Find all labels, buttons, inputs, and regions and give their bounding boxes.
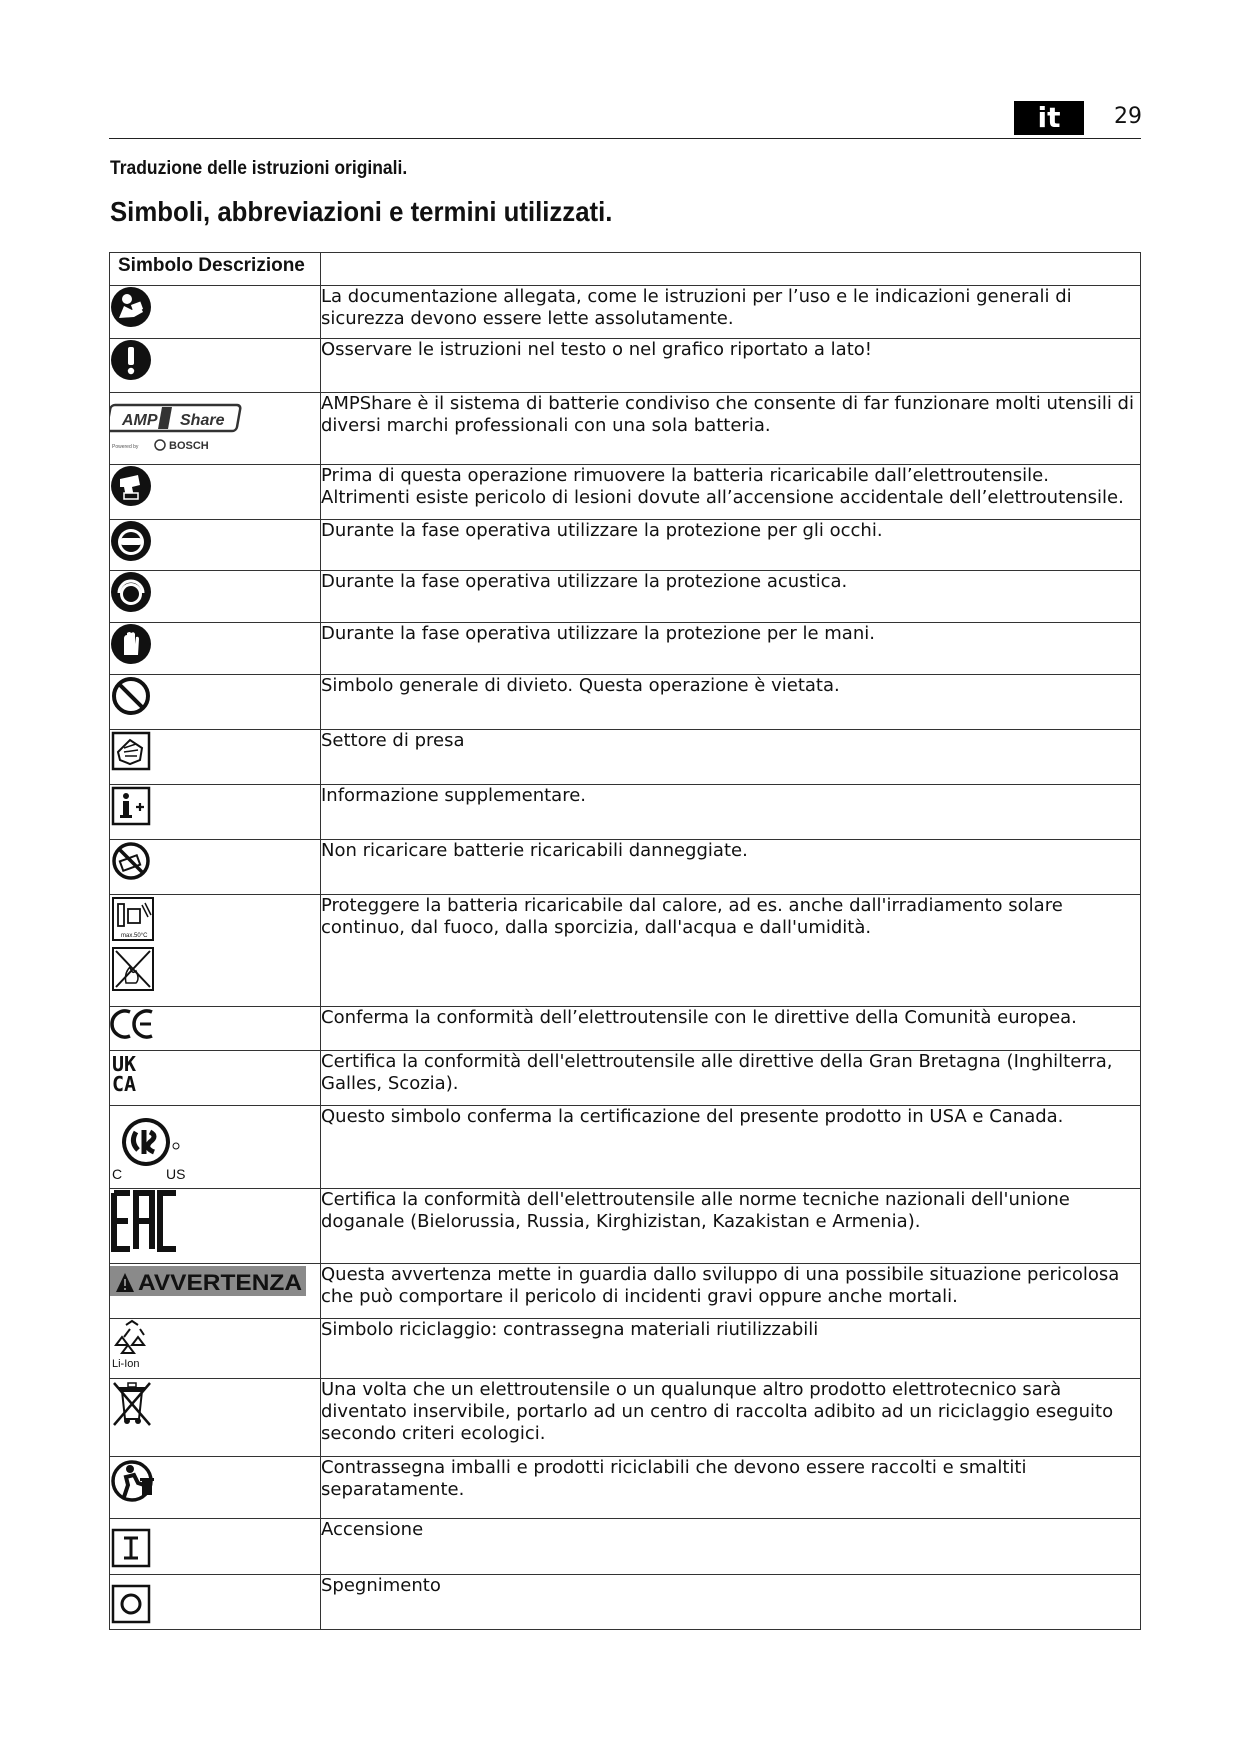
ampshare-logo-icon (110, 393, 250, 453)
table-row (110, 393, 1141, 465)
description-cell: Proteggere la batteria ricaricabile dal calore, ad es. anche dall'irradiamento solare continuo, dal fuoco, dalla sporcizia, dall'acqua e dall'umidità. (321, 895, 1141, 1007)
symbol-cell (110, 1575, 321, 1630)
ear-protection-icon (110, 571, 152, 613)
remove-battery-icon (110, 465, 152, 507)
description-cell: Informazione supplementare. (321, 785, 1141, 840)
table-row (110, 1007, 1141, 1051)
description-cell: Simbolo riciclaggio: contrassegna materiali riutilizzabili (321, 1319, 1141, 1379)
hand-protection-icon (110, 623, 152, 665)
symbol-cell (110, 465, 321, 520)
language-badge: it (1014, 101, 1084, 135)
table-row (110, 675, 1141, 730)
eye-protection-icon (110, 520, 152, 562)
description-cell: Conferma la conformità dell’elettroutensile con le direttive della Comunità europea. (321, 1007, 1141, 1051)
svg-text:CA: CA (112, 1072, 137, 1095)
description-cell: Certifica la conformità dell'elettroutensile alle direttive della Gran Bretagna (Inghilterra, Galles, Scozia). (321, 1051, 1141, 1106)
page-header (109, 100, 1141, 139)
info-plus-icon (110, 785, 152, 827)
table-row (110, 1106, 1141, 1189)
table-row (110, 1319, 1141, 1379)
power-off-icon (110, 1583, 152, 1625)
description-cell: Non ricaricare batterie ricaricabili danneggiate. (321, 840, 1141, 895)
ukca-mark-icon (110, 1051, 150, 1095)
table-row (110, 730, 1141, 785)
table-header-row (110, 253, 1141, 286)
symbol-cell (110, 1457, 321, 1519)
table-row (110, 571, 1141, 623)
svg-text:max.50°C: max.50°C (121, 933, 148, 939)
symbol-cell (110, 1264, 321, 1319)
page-title: Simboli, abbreviazioni e termini utilizzati. (110, 196, 613, 227)
description-cell: Durante la fase operativa utilizzare la protezione per gli occhi. (321, 520, 1141, 571)
description-cell: Spegnimento (321, 1575, 1141, 1630)
table-row (110, 339, 1141, 393)
svg-text:AMP: AMP (122, 412, 158, 429)
table-row (110, 1519, 1141, 1575)
svg-text:AVVERTENZA: AVVERTENZA (138, 1270, 303, 1295)
svg-text:Li-Ion: Li-Ion (112, 1358, 140, 1370)
symbol-cell (110, 895, 321, 1007)
symbol-cell (110, 840, 321, 895)
battery-heat-protection-icon (110, 895, 156, 995)
symbol-cell (110, 1319, 321, 1379)
symbol-cell (110, 1051, 321, 1106)
page-number: 29 (1114, 104, 1142, 129)
table-header-empty (321, 253, 1141, 286)
symbol-cell (110, 286, 321, 339)
symbol-cell (110, 623, 321, 675)
table-row (110, 785, 1141, 840)
symbol-cell (110, 1007, 321, 1051)
table-row (110, 1575, 1141, 1630)
symbol-cell (110, 1379, 321, 1457)
weee-bin-icon (110, 1379, 154, 1427)
table-row (110, 1051, 1141, 1106)
description-cell: Durante la fase operativa utilizzare la protezione per le mani. (321, 623, 1141, 675)
table-row (110, 840, 1141, 895)
symbol-cell (110, 520, 321, 571)
no-charge-damaged-battery-icon (110, 840, 152, 882)
svg-text:C: C (112, 1166, 123, 1182)
symbol-cell (110, 1106, 321, 1189)
description-cell: AMPShare è il sistema di batterie condiviso che consente di far funzionare molti utensili di diversi marchi professionali con una sola batteria. (321, 393, 1141, 465)
recycling-li-ion-icon (110, 1319, 152, 1371)
svg-text:BOSCH: BOSCH (169, 440, 209, 452)
table-row (110, 286, 1141, 339)
symbol-cell (110, 339, 321, 393)
table-row (110, 520, 1141, 571)
symbol-cell (110, 730, 321, 785)
symbol-cell (110, 1519, 321, 1575)
avvertenza-label-icon (110, 1264, 306, 1298)
table-row (110, 1379, 1141, 1457)
symbol-cell (110, 785, 321, 840)
table-row (110, 1189, 1141, 1264)
description-cell: La documentazione allegata, come le istruzioni per l’uso e le indicazioni generali di sicurezza devono essere lette assolutamente. (321, 286, 1141, 339)
table-header-label: Simbolo Descrizione (110, 253, 321, 286)
separate-collection-icon (110, 1457, 158, 1505)
table-row (110, 465, 1141, 520)
translation-note: Traduzione delle istruzioni originali. (110, 158, 408, 179)
read-manual-icon (110, 286, 152, 328)
description-cell: Questo simbolo conferma la certificazione del presente prodotto in USA e Canada. (321, 1106, 1141, 1189)
symbols-table (109, 252, 1141, 1630)
ce-mark-icon (110, 1007, 156, 1041)
symbol-cell (110, 393, 321, 465)
table-row (110, 623, 1141, 675)
warning-exclamation-icon (110, 339, 152, 381)
description-cell: Una volta che un elettroutensile o un qualunque altro prodotto elettrotecnico sarà diventato inservibile, portarlo ad un centro di raccolta adibito ad un riciclaggio eseguito secondo criteri ecologici. (321, 1379, 1141, 1457)
description-cell: Certifica la conformità dell'elettroutensile alle norme tecniche nazionali dell'unione doganale (Bielorussia, Russia, Kirghizistan, Kazakistan e Armenia). (321, 1189, 1141, 1264)
svg-text:UK: UK (112, 1052, 137, 1076)
description-cell: Contrassegna imballi e prodotti riciclabili che devono essere raccolti e smaltiti separatamente. (321, 1457, 1141, 1519)
table-row (110, 1264, 1141, 1319)
description-cell: Questa avvertenza mette in guardia dallo sviluppo di una possibile situazione pericolosa che può comportare il pericolo di incidenti gravi oppure anche mortali. (321, 1264, 1141, 1319)
description-cell: Simbolo generale di divieto. Questa operazione è vietata. (321, 675, 1141, 730)
description-cell: Durante la fase operativa utilizzare la protezione acustica. (321, 571, 1141, 623)
table-row (110, 1457, 1141, 1519)
description-cell: Osservare le istruzioni nel testo o nel grafico riportato a lato! (321, 339, 1141, 393)
prohibition-icon (110, 675, 152, 717)
power-on-icon (110, 1527, 152, 1569)
description-cell: Prima di questa operazione rimuovere la batteria ricaricabile dall’elettroutensile. Altrimenti esiste pericolo di lesioni dovute all’accensione accidentale dell’elettroutensile. (321, 465, 1141, 520)
description-cell: Accensione (321, 1519, 1141, 1575)
svg-text:US: US (166, 1166, 186, 1182)
symbol-cell (110, 675, 321, 730)
description-cell: Settore di presa (321, 730, 1141, 785)
csa-mark-icon (110, 1106, 200, 1182)
svg-text:Powered by: Powered by (112, 444, 139, 450)
table-row (110, 895, 1141, 1007)
symbol-cell (110, 571, 321, 623)
grip-area-icon (110, 730, 152, 772)
svg-text:Share: Share (180, 412, 225, 429)
symbol-cell (110, 1189, 321, 1264)
eac-mark-icon (110, 1189, 182, 1253)
